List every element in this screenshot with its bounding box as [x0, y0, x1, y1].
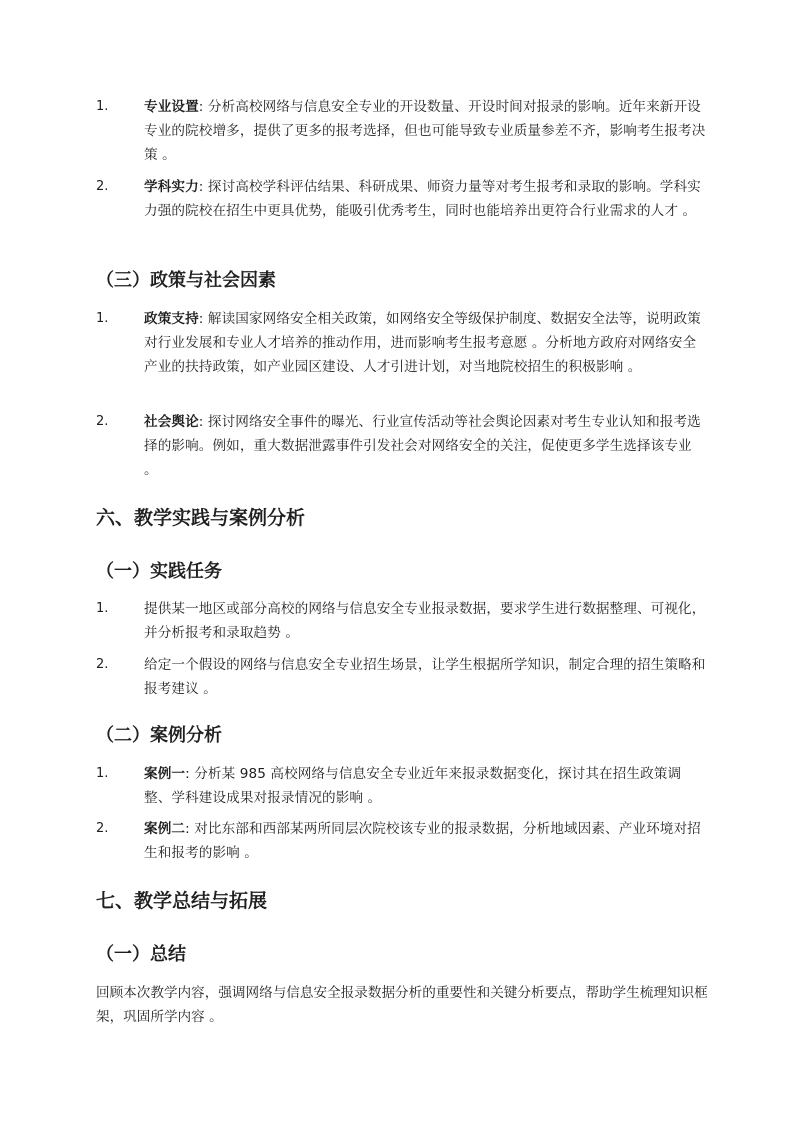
list-item: [96, 597, 706, 645]
list-term: 社会舆论: [144, 414, 199, 430]
list-body: [144, 175, 706, 223]
term-separator: :: [198, 414, 208, 430]
list-body: 提供某一地区或部分高校的网络与信息安全专业报录数据，要求学生进行数据整理、可视化，并分析报考和录取趋势 。: [144, 601, 706, 641]
list-number: 2.: [96, 414, 109, 429]
chapter-heading-7: 七、教学总结与拓展: [96, 890, 268, 912]
section-heading-summary: （一）总结: [96, 944, 186, 965]
summary-paragraph: 回顾本次教学内容，强调网络与信息安全报录数据分析的重要性和关键分析要点，帮助学生梳理知识框架，巩固所学内容 。: [96, 985, 708, 1025]
list-number: 2.: [96, 657, 109, 672]
list-number: 2.: [96, 179, 109, 194]
list-item: [96, 95, 706, 167]
list-item: [96, 175, 706, 223]
list-number: 2.: [96, 821, 109, 836]
list-term: 学科实力: [144, 179, 199, 195]
list-term: 案例二: [144, 821, 186, 837]
list-number: 1.: [96, 766, 109, 781]
list-item: [96, 762, 706, 810]
term-separator: :: [185, 766, 195, 782]
term-separator: :: [198, 99, 208, 115]
section-heading-policy: （三）政策与社会因素: [96, 270, 276, 291]
term-separator: :: [185, 821, 195, 837]
list-body: [144, 410, 706, 482]
list-item: [96, 653, 706, 701]
list-term: 专业设置: [144, 99, 199, 115]
list-number: 1.: [96, 311, 109, 326]
list-text: 分析某 985 高校网络与信息安全专业近年来报录数据变化，探讨其在招生政策调整、学科建设成果对报录情况的影响 。: [144, 766, 682, 806]
section-heading-cases: （二）案例分析: [96, 725, 222, 746]
list-text: 分析高校网络与信息安全专业的开设数量、开设时间对报录的影响。近年来新开设专业的院校增多，提供了更多的报考选择，但也可能导致专业质量参差不齐，影响考生报考决策 。: [144, 99, 706, 163]
list-body: [144, 307, 706, 379]
list-item: [96, 817, 706, 865]
list-body: [144, 95, 706, 167]
list-body: [144, 762, 706, 810]
list-text: 探讨高校学科评估结果、科研成果、师资力量等对考生报考和录取的影响。学科实力强的院校在招生中更具优势，能吸引优秀考生，同时也能培养出更符合行业需求的人才 。: [144, 179, 701, 219]
list-number: 1.: [96, 99, 109, 114]
list-text: 探讨网络安全事件的曝光、行业宣传活动等社会舆论因素对考生专业认知和报考选择的影响。例如，重大数据泄露事件引发社会对网络安全的关注，促使更多学生选择该专业 。: [144, 414, 701, 478]
list-body: [144, 817, 706, 865]
list-text: 对比东部和西部某两所同层次院校该专业的报录数据，分析地域因素、产业环境对招生和报考的影响 。: [144, 821, 701, 861]
list-item: [96, 307, 706, 379]
section-heading-practice: （一）实践任务: [96, 561, 222, 582]
list-item: [96, 410, 706, 482]
term-separator: :: [198, 311, 208, 327]
list-text: 解读国家网络安全相关政策，如网络安全等级保护制度、数据安全法等，说明政策对行业发展和专业人才培养的推动作用，进而影响考生报考意愿 。分析地方政府对网络安全产业的扶持政策，如产业园区建设、人才引进计划，对当地院校招生的积极影响 。: [144, 311, 701, 375]
list-term: 案例一: [144, 766, 186, 782]
list-body: 给定一个假设的网络与信息安全专业招生场景，让学生根据所学知识，制定合理的招生策略和报考建议 。: [144, 657, 706, 697]
term-separator: :: [198, 179, 208, 195]
chapter-heading-6: 六、教学实践与案例分析: [96, 507, 306, 529]
list-term: 政策支持: [144, 311, 199, 327]
list-number: 1.: [96, 601, 109, 616]
